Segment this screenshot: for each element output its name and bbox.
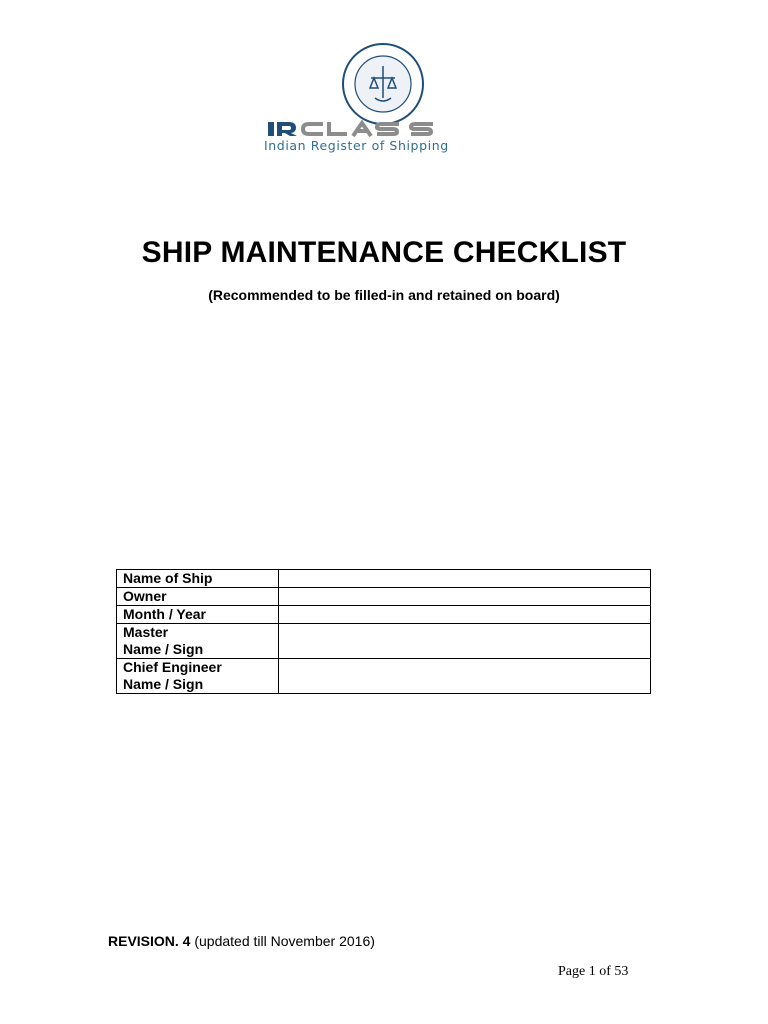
chief-engineer-label-line2: Name / Sign (123, 676, 204, 692)
master-label-line1: Master (123, 624, 169, 640)
revision-line (108, 933, 375, 949)
month-year-field[interactable] (279, 606, 651, 624)
revision-label: REVISION. 4 (108, 933, 191, 949)
name-of-ship-field[interactable] (279, 570, 651, 588)
chief-engineer-field[interactable] (279, 659, 651, 694)
table-row (117, 570, 651, 588)
chief-engineer-label (117, 659, 279, 694)
page-number: Page 1 of 53 (558, 964, 629, 979)
document-title: SHIP MAINTENANCE CHECKLIST (141, 236, 627, 269)
owner-label: Owner (117, 588, 279, 606)
table-row (117, 659, 651, 694)
document-subtitle: (Recommended to be filled-in and retained on board) (208, 287, 560, 303)
table-row (117, 588, 651, 606)
table-row (117, 624, 651, 659)
revision-note: (updated till November 2016) (194, 933, 375, 949)
owner-field[interactable] (279, 588, 651, 606)
chief-engineer-label-line1: Chief Engineer (123, 659, 222, 675)
master-label (117, 624, 279, 659)
table-row (117, 606, 651, 624)
irclass-logo (0, 40, 768, 160)
name-of-ship-label: Name of Ship (117, 570, 279, 588)
master-label-line2: Name / Sign (123, 641, 204, 657)
master-field[interactable] (279, 624, 651, 659)
month-year-label: Month / Year (117, 606, 279, 624)
ship-info-table (116, 569, 651, 694)
logo-tagline: Indian Register of Shipping (264, 138, 449, 153)
irs-seal-icon (341, 42, 425, 126)
